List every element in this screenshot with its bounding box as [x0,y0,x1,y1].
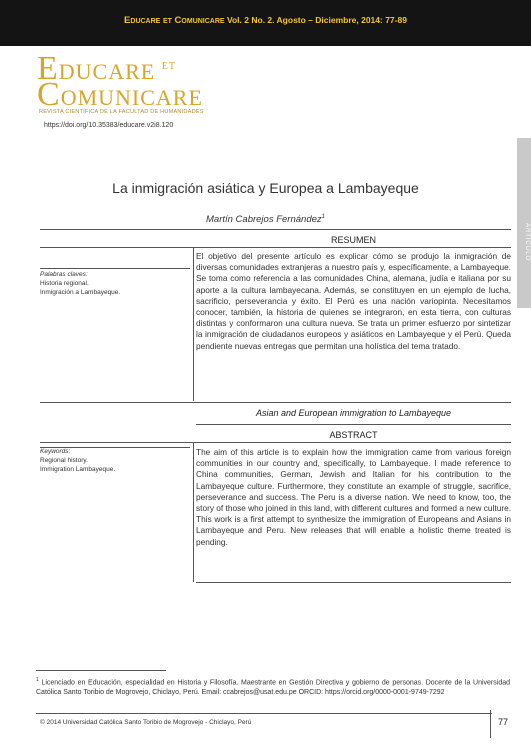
footnote-rule [36,670,166,671]
logo-et: ET [161,61,176,72]
english-keywords-label: Keywords: [40,448,71,455]
rule-below-english-abstract [196,582,511,583]
rule-above-abstract [196,424,511,425]
spanish-keywords [40,270,190,297]
article-author [0,214,531,225]
english-keyword: Regional history. [40,457,88,464]
rule-above-english-title [40,402,511,403]
english-keyword: Immigration Lambayeque. [40,466,116,473]
logo-cap-c: C [37,76,61,113]
logo-subtitle: REVISTA CIENTÍFICA DE LA FACULTAD DE HUMANIDADES [39,109,204,115]
footer-rule [36,713,492,714]
abstract-heading: ABSTRACT [329,430,378,440]
journal-header-bar [0,0,531,46]
journal-citation-line [0,15,531,26]
spanish-keyword: Inmigración a Lambayeque. [40,289,121,296]
logo-educare-rest: DUCARE [58,59,156,84]
spanish-abstract: El objetivo del presente artículo es explicar cómo se produjo la inmigración de diversas comunidades extranjeras a nuestro país y, específicamente, a Lambayeque. Se toma como referencia a las comunidades China, alemana, judía e italiana por su aporte a la cultura lambayecana. Además, se constituyen en un ejemplo de lucha, sacrificio, perseverancia y éxito. El Perú es una nación variopinta. Necesitamos conocer, también, la historia de quienes se integraron, en esta tierra, con culturas distintas y conformaron una cultura nueva. Se trata un primer esfuerzo por sintetizar la inmigración de ciudadanos europeos y asiáticos en Lambayeque y el Perú. Queda pendiente nuevas entregas que permitan una holística del tema tratado. [196,251,511,351]
rule-below-abstract [40,442,511,443]
resumen-heading: RESUMEN [330,235,376,245]
author-footnote-ref: 1 [321,214,325,220]
english-abstract: The aim of this article is to explain how the immigration came from various foreign communities in our country and, specifically, to Lambayeque. I made reference to China communities, German, Jewish and Italian for his contribution to the Lambayeque culture. Furthermore, they constitute an example of struggle, sacrifice, perseverance and success. The Peru is a diverse nation. We need to know, too, the story of those who joined in this land, with different cultures and formed a new culture. This work is a first attempt to synthesize the immigration of Europeans and Asians in Lambayeque and Peru. New releases that will enable a holistic theme treated is pending. [196,447,511,547]
page-number-divider [490,710,491,738]
page-number: 77 [498,717,509,727]
spanish-keywords-rule [40,268,190,269]
side-tab-label: ARTÍCULO [524,223,530,262]
copyright-notice: © 2014 Universidad Católica Santo Toribio de Mogrovejo - Chiclayo, Perú [40,719,252,726]
journal-name: Educare et Comunicare [124,15,225,26]
footnote-marker: 1 [36,677,39,683]
article-title: La inmigración asiática y Europea a Lambayeque [112,180,419,196]
english-column-divider [193,442,194,582]
logo-line-comunicare [37,78,203,112]
author-footnote [36,675,510,698]
logo-cap-e: E [37,50,59,87]
english-title: Asian and European immigration to Lambayeque [255,408,452,418]
journal-citation: Vol. 2 No. 2. Agosto – Diciembre, 2014: 77-89 [226,15,407,25]
rule-above-resumen [40,229,511,230]
author-name: Martín Cabrejos Fernández [206,214,322,226]
english-keywords [40,447,190,474]
spanish-column-divider [193,247,194,401]
spanish-keywords-label: Palabras claves: [40,271,88,278]
footnote-text: Licenciado en Educación, especialidad en Historia y Filosofía. Maestrante en Gestión Directiva y gobierno de personas. Docente de la Universidad Católica Santo Toribio de Mogrovejo, Chiclayo, Perú. Email: ccabrejos@usat.edu.pe ORCID: https://orcid.org/0000-0001-9749-7292 [36,679,510,697]
rule-below-resumen [40,247,511,248]
logo-comunicare-rest: OMUNICARE [60,85,203,110]
journal-logo [37,52,267,120]
doi-link[interactable]: https://doi.org/10.35383/educare.v2i8.120 [44,122,174,129]
spanish-keyword: Historia regional. [40,280,89,287]
